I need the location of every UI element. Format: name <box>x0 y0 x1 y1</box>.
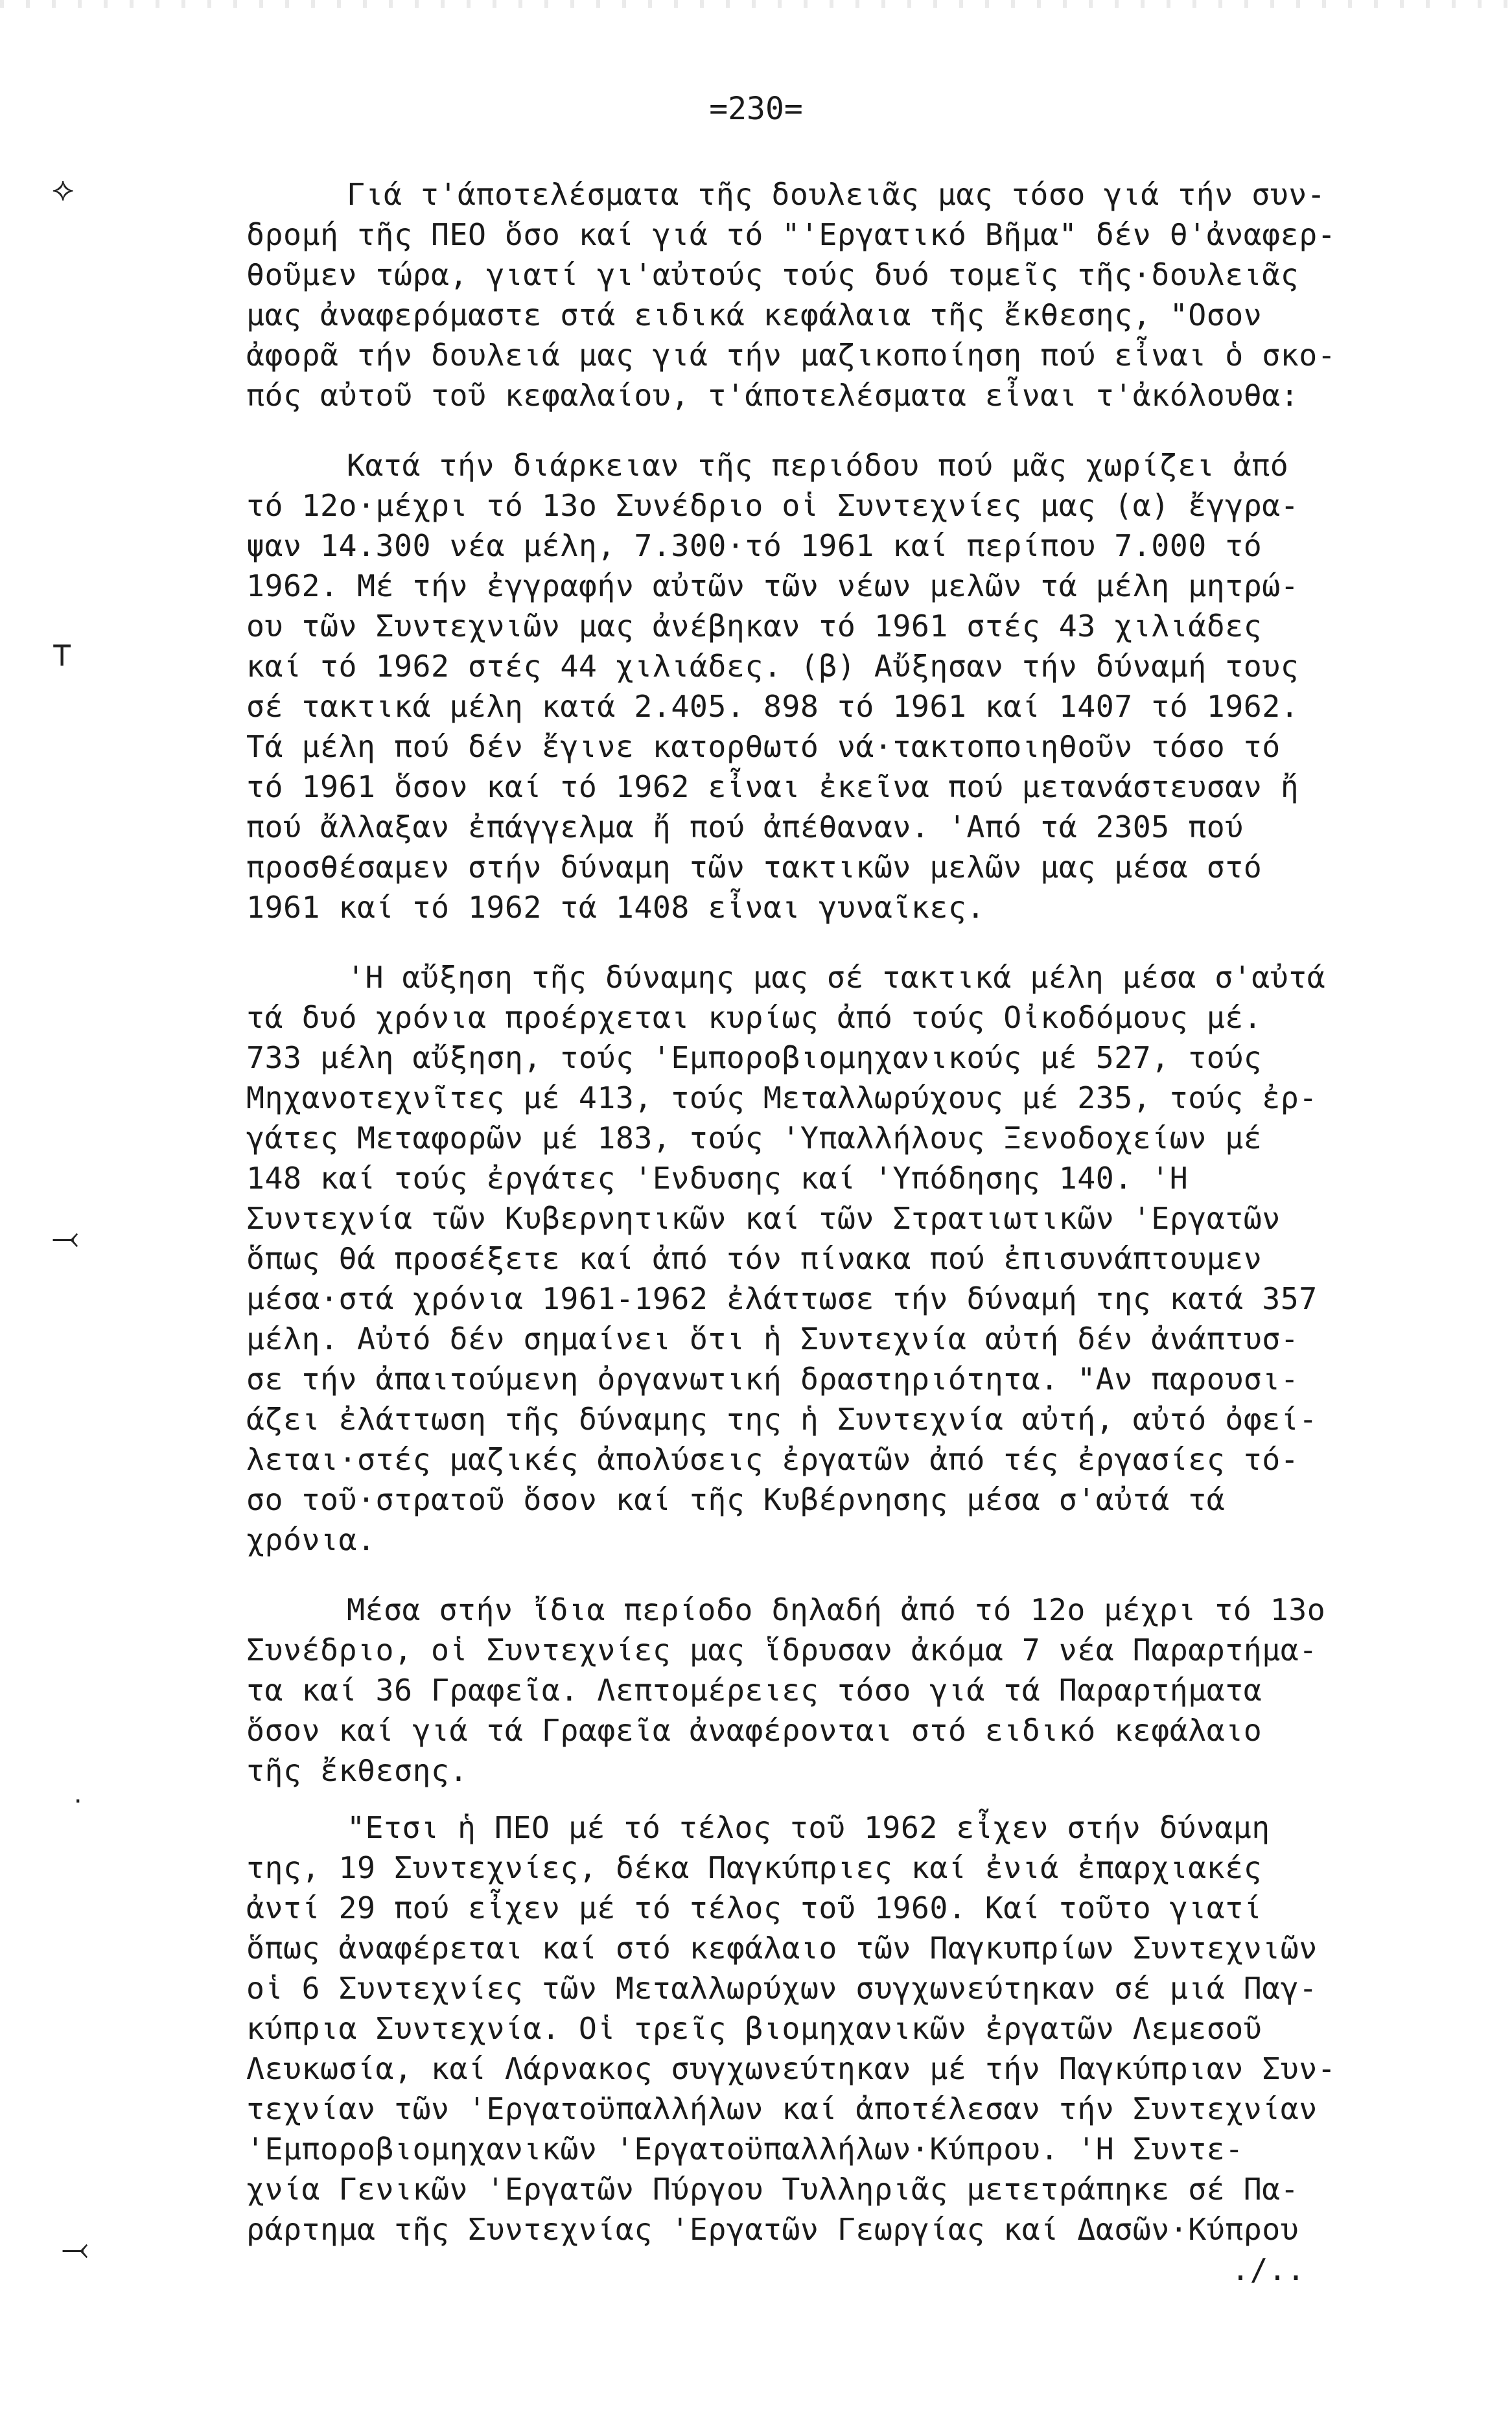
text-line: ὅπως ἀναφέρεται καί στό κεφάλαιο τῶν Παγκυπρίων Συντεχνιῶν <box>246 1931 1318 1966</box>
text-line: Γιά τ'άποτελέσματα τῆς δουλειᾶς μας τόσο γιά τήν συν- <box>347 177 1326 212</box>
text-line: τα καί 36 Γραφεῖα. Λεπτομέρειες τόσο γιά τά Παραρτήματα <box>246 1673 1262 1708</box>
text-line: Μέσα στήν ἴδια περίοδο δηλαδή ἀπό τό 12ο μέχρι τό 13ο <box>347 1592 1326 1627</box>
text-line: Μηχανοτεχνῖτες μέ 413, τούς Μεταλλωρύχους μέ 235, τούς ἐρ- <box>246 1080 1318 1115</box>
margin-mark: ⟡ <box>52 170 75 209</box>
text-line: γάτες Μεταφορῶν μέ 183, τούς 'Υπαλλήλους Ξενοδοχείων μέ <box>246 1121 1262 1156</box>
text-line: χρόνια. <box>246 1522 376 1557</box>
text-line: ράρτημα τῆς Συντεχνίας 'Εργατῶν Γεωργίας καί Δασῶν·Κύπρου <box>246 2212 1299 2247</box>
text-line: ἀντί 29 πού εἶχεν μέ τό τέλος τοῦ 1960. Καί τοῦτο γιατί <box>246 1890 1262 1925</box>
text-line: τό 12ο·μέχρι τό 13ο Συνέδριο οἱ Συντεχνίες μας (α) ἔγγρα- <box>246 488 1299 523</box>
text-line: ὅπως θά προσέξετε καί ἀπό τόν πίνακα πού ἐπισυνάπτουμεν <box>246 1241 1262 1276</box>
text-line: σέ τακτικά μέλη κατά 2.405. 898 τό 1961 καί 1407 τό 1962. <box>246 689 1299 724</box>
text-line: τό 1961 ὅσον καί τό 1962 εἶναι ἐκεῖνα πού μετανάστευσαν ἤ <box>246 769 1299 804</box>
page-number: =230= <box>709 91 803 127</box>
text-line: ου τῶν Συντεχνιῶν μας ἀνέβηκαν τό 1961 στές 43 χιλιάδες <box>246 609 1262 644</box>
margin-mark: ⤙ <box>52 1218 79 1257</box>
text-line: Συντεχνία τῶν Κυβερνητικῶν καί τῶν Στρατιωτικῶν 'Εργατῶν <box>246 1201 1281 1236</box>
text-line: 1962. Μέ τήν ἐγγραφήν αὐτῶν τῶν νέων μελῶν τά μέλη μητρώ- <box>246 568 1299 603</box>
text-line: "Ετσι ἡ ΠΕΟ μέ τό τέλος τοῦ 1962 εἶχεν στήν δύναμη <box>347 1810 1270 1845</box>
text-line: πού ἄλλαξαν ἐπάγγελμα ἤ πού ἀπέθαναν. 'Από τά 2305 πού <box>246 809 1244 844</box>
text-line: της, 19 Συντεχνίες, δέκα Παγκύπριες καί ἐνιά ἐπαρχιακές <box>246 1850 1262 1885</box>
text-line: τά δυό χρόνια προέρχεται κυρίως ἀπό τούς Οἰκοδόμους μέ. <box>246 1000 1262 1035</box>
text-line: σο τοῦ·στρατοῦ ὅσον καί τῆς Κυβέρνησης μέσα σ'αὐτά τά <box>246 1482 1226 1517</box>
margin-mark: · <box>71 1789 85 1815</box>
text-line: 'Η αὔξηση τῆς δύναμης μας σέ τακτικά μέλη μέσα σ'αὐτά <box>347 960 1326 995</box>
text-line: 148 καί τούς ἐργάτες 'Ενδυσης καί 'Υπόδησης 140. 'Η <box>246 1161 1189 1196</box>
text-line: καί τό 1962 στές 44 χιλιάδες. (β) Αὔξησαν τήν δύναμή τους <box>246 649 1299 684</box>
text-line: Λευκωσία, καί Λάρνακος συγχωνεύτηκαν μέ τήν Παγκύπριαν Συν- <box>246 2051 1336 2086</box>
text-line: σε τήν ἀπαιτούμενη ὀργανωτική δραστηριότητα. "Αν παρουσι- <box>246 1362 1299 1397</box>
text-line: προσθέσαμεν στήν δύναμη τῶν τακτικῶν μελῶν μας μέσα στό <box>246 850 1262 885</box>
text-line: τῆς ἔκθεσης. <box>246 1753 468 1788</box>
text-line: μέσα·στά χρόνια 1961-1962 ἐλάττωσε τήν δύναμή της κατά 357 <box>246 1281 1318 1316</box>
text-line: ψαν 14.300 νέα μέλη, 7.300·τό 1961 καί περίπου 7.000 τό <box>246 528 1262 563</box>
text-line: οἱ 6 Συντεχνίες τῶν Μεταλλωρύχων συγχωνεύτηκαν σέ μιά Παγ- <box>246 1971 1318 2006</box>
text-line: Τά μέλη πού δέν ἔγινε κατορθωτό νά·τακτοποιηθοῦν τόσο τό <box>246 729 1281 764</box>
text-line: ὅσον καί γιά τά Γραφεῖα ἀναφέρονται στό ειδικό κεφάλαιο <box>246 1713 1262 1748</box>
text-line: άζει ἐλάττωση τῆς δύναμης της ἡ Συντεχνία αὐτή, αὐτό ὀφεί- <box>246 1402 1318 1437</box>
text-line: λεται·στές μαζικές ἀπολύσεις ἐργατῶν ἀπό τές ἐργασίες τό- <box>246 1442 1299 1477</box>
text-line: θοῦμεν τώρα, γιατί γι'αὐτούς τούς δυό τομεῖς τῆς·δουλειᾶς <box>246 257 1299 292</box>
text-line: Συνέδριο, οἱ Συντεχνίες μας ἵδρυσαν ἀκόμα 7 νέα Παραρτήμα- <box>246 1633 1318 1668</box>
margin-mark: ⤙ <box>62 2229 89 2268</box>
text-line: μας ἀναφερόμαστε στά ειδικά κεφάλαια τῆς ἔκθεσης, "Οσον <box>246 297 1262 332</box>
text-line: 'Εμποροβιομηχανικῶν 'Εργατοϋπαλλήλων·Κύπρου. 'Η Συντε- <box>246 2132 1244 2167</box>
continuation-mark: ./.. <box>1231 2252 1305 2287</box>
text-line: Κατά τήν διάρκειαν τῆς περιόδου πού μᾶς χωρίζει ἀπό <box>347 448 1289 483</box>
text-line: τεχνίαν τῶν 'Εργατοϋπαλλήλων καί ἀποτέλεσαν τήν Συντεχνίαν <box>246 2091 1318 2126</box>
text-line: ἀφορᾶ τήν δουλειά μας γιά τήν μαζικοποίηση πού εἶναι ὁ σκο- <box>246 338 1336 373</box>
top-edge-artifact <box>0 0 1512 8</box>
text-line: πός αὐτοῦ τοῦ κεφαλαίου, τ'άποτελέσματα εἶναι τ'ἀκόλουθα: <box>246 378 1299 413</box>
text-line: κύπρια Συντεχνία. Οἱ τρεῖς βιομηχανικῶν ἐργατῶν Λεμεσοῦ <box>246 2011 1262 2046</box>
text-line: χνία Γενικῶν 'Εργατῶν Πύργου Τυλληριᾶς μετετράπηκε σέ Πα- <box>246 2172 1299 2207</box>
text-line: 733 μέλη αὔξηση, τούς 'Εμποροβιομηχανικούς μέ 527, τούς <box>246 1040 1262 1075</box>
margin-mark: ⊤ <box>52 635 73 674</box>
text-line: δρομή τῆς ΠΕΟ ὅσο καί γιά τό "'Εργατικό Βῆμα" δέν θ'ἀναφερ- <box>246 217 1336 252</box>
text-line: 1961 καί τό 1962 τά 1408 εἶναι γυναῖκες. <box>246 890 985 925</box>
text-line: μέλη. Αὐτό δέν σημαίνει ὅτι ἡ Συντεχνία αὐτή δέν ἀνάπτυσ- <box>246 1321 1299 1356</box>
